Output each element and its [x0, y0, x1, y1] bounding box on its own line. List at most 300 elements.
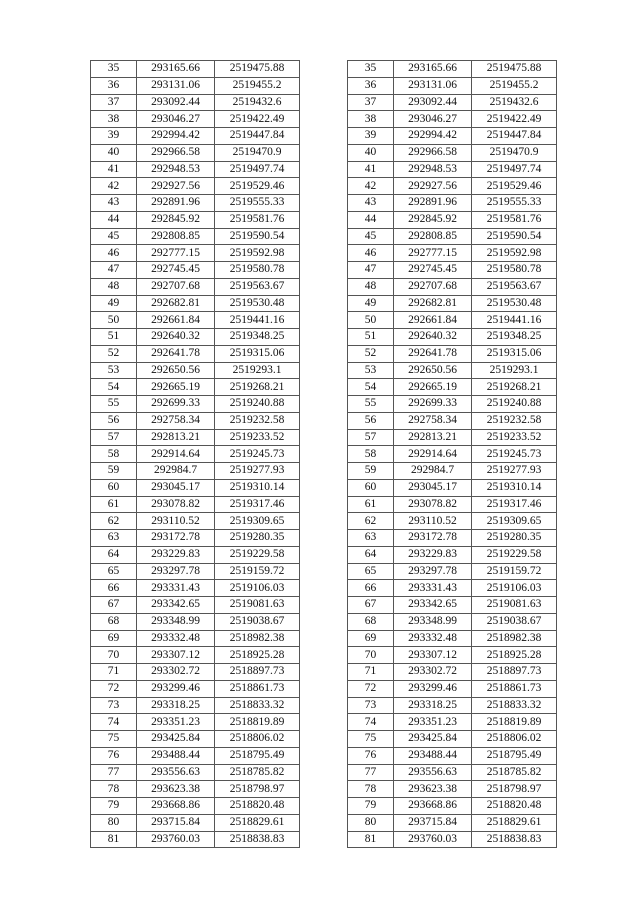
y-coordinate-cell: 2519240.88: [472, 396, 557, 413]
y-coordinate-cell: 2519081.63: [215, 597, 300, 614]
table-row: [91, 613, 300, 630]
y-coordinate-cell: 2519309.65: [472, 513, 557, 530]
x-coordinate-cell: 292845.92: [394, 211, 472, 228]
table-row: [91, 94, 300, 111]
y-coordinate-cell: 2519422.49: [472, 111, 557, 128]
table-row: [91, 312, 300, 329]
y-coordinate-cell: 2519590.54: [215, 228, 300, 245]
x-coordinate-cell: 293342.65: [394, 597, 472, 614]
table-row: [91, 77, 300, 94]
x-coordinate-cell: 292966.58: [137, 144, 215, 161]
table-row: [91, 379, 300, 396]
table-row: [348, 530, 557, 547]
point-number-cell: 48: [91, 278, 137, 295]
x-coordinate-cell: 292640.32: [394, 329, 472, 346]
table-row: [348, 747, 557, 764]
table-row: [348, 345, 557, 362]
y-coordinate-cell: 2519315.06: [472, 345, 557, 362]
table-row: [348, 161, 557, 178]
y-coordinate-cell: 2519159.72: [215, 563, 300, 580]
point-number-cell: 41: [348, 161, 394, 178]
y-coordinate-cell: 2519317.46: [472, 496, 557, 513]
table-row: [91, 429, 300, 446]
x-coordinate-cell: 293332.48: [137, 630, 215, 647]
x-coordinate-cell: 292808.85: [394, 228, 472, 245]
x-coordinate-cell: 293229.83: [137, 546, 215, 563]
point-number-cell: 77: [91, 764, 137, 781]
table-row: [348, 647, 557, 664]
y-coordinate-cell: 2518820.48: [215, 798, 300, 815]
y-coordinate-cell: 2519268.21: [472, 379, 557, 396]
point-number-cell: 46: [91, 245, 137, 262]
table-row: [348, 195, 557, 212]
table-row: [91, 211, 300, 228]
table-row: [91, 144, 300, 161]
point-number-cell: 41: [91, 161, 137, 178]
table-row: [91, 345, 300, 362]
x-coordinate-cell: 293172.78: [137, 530, 215, 547]
x-coordinate-cell: 293668.86: [394, 798, 472, 815]
y-coordinate-cell: 2519280.35: [472, 530, 557, 547]
x-coordinate-cell: 292927.56: [137, 178, 215, 195]
point-number-cell: 80: [348, 814, 394, 831]
point-number-cell: 81: [91, 831, 137, 848]
y-coordinate-cell: 2518819.89: [215, 714, 300, 731]
point-number-cell: 58: [348, 446, 394, 463]
point-number-cell: 38: [91, 111, 137, 128]
x-coordinate-cell: 292682.81: [137, 295, 215, 312]
x-coordinate-cell: 292641.78: [137, 345, 215, 362]
table-row: [348, 613, 557, 630]
y-coordinate-cell: 2518829.61: [472, 814, 557, 831]
point-number-cell: 57: [348, 429, 394, 446]
point-number-cell: 47: [348, 262, 394, 279]
point-number-cell: 37: [348, 94, 394, 111]
point-number-cell: 75: [348, 731, 394, 748]
x-coordinate-cell: 292891.96: [137, 195, 215, 212]
y-coordinate-cell: 2519563.67: [472, 278, 557, 295]
coordinate-table-left: [90, 60, 300, 848]
x-coordinate-cell: 292661.84: [137, 312, 215, 329]
x-coordinate-cell: 293556.63: [137, 764, 215, 781]
point-number-cell: 66: [348, 580, 394, 597]
y-coordinate-cell: 2519470.9: [215, 144, 300, 161]
point-number-cell: 74: [91, 714, 137, 731]
point-number-cell: 77: [348, 764, 394, 781]
x-coordinate-cell: 293623.38: [137, 781, 215, 798]
y-coordinate-cell: 2519580.78: [472, 262, 557, 279]
point-number-cell: 54: [91, 379, 137, 396]
point-number-cell: 79: [91, 798, 137, 815]
y-coordinate-cell: 2518897.73: [215, 664, 300, 681]
point-number-cell: 44: [91, 211, 137, 228]
point-number-cell: 35: [348, 61, 394, 78]
y-coordinate-cell: 2519229.58: [215, 546, 300, 563]
table-row: [348, 630, 557, 647]
table-row: [91, 446, 300, 463]
table-row: [91, 546, 300, 563]
coordinate-table-right: [347, 60, 557, 848]
y-coordinate-cell: 2518925.28: [215, 647, 300, 664]
y-coordinate-cell: 2519081.63: [472, 597, 557, 614]
coordinate-table-left-body: [91, 61, 300, 848]
table-row: [91, 396, 300, 413]
x-coordinate-cell: 292699.33: [394, 396, 472, 413]
y-coordinate-cell: 2519581.76: [215, 211, 300, 228]
point-number-cell: 52: [348, 345, 394, 362]
point-number-cell: 38: [348, 111, 394, 128]
table-row: [91, 161, 300, 178]
y-coordinate-cell: 2519159.72: [472, 563, 557, 580]
y-coordinate-cell: 2519293.1: [215, 362, 300, 379]
table-row: [91, 630, 300, 647]
point-number-cell: 68: [348, 613, 394, 630]
x-coordinate-cell: 293110.52: [137, 513, 215, 530]
y-coordinate-cell: 2519232.58: [472, 412, 557, 429]
x-coordinate-cell: 292994.42: [137, 128, 215, 145]
table-row: [91, 278, 300, 295]
x-coordinate-cell: 292914.64: [137, 446, 215, 463]
y-coordinate-cell: 2518798.97: [215, 781, 300, 798]
table-row: [91, 664, 300, 681]
x-coordinate-cell: 292665.19: [394, 379, 472, 396]
table-row: [348, 546, 557, 563]
point-number-cell: 46: [348, 245, 394, 262]
x-coordinate-cell: 293351.23: [137, 714, 215, 731]
table-row: [91, 764, 300, 781]
table-row: [348, 513, 557, 530]
x-coordinate-cell: 293623.38: [394, 781, 472, 798]
y-coordinate-cell: 2518829.61: [215, 814, 300, 831]
x-coordinate-cell: 293229.83: [394, 546, 472, 563]
point-number-cell: 79: [348, 798, 394, 815]
y-coordinate-cell: 2519447.84: [215, 128, 300, 145]
table-row: [348, 77, 557, 94]
y-coordinate-cell: 2519563.67: [215, 278, 300, 295]
x-coordinate-cell: 292813.21: [394, 429, 472, 446]
table-row: [348, 731, 557, 748]
point-number-cell: 50: [348, 312, 394, 329]
x-coordinate-cell: 292699.33: [137, 396, 215, 413]
point-number-cell: 40: [348, 144, 394, 161]
table-row: [348, 496, 557, 513]
y-coordinate-cell: 2518925.28: [472, 647, 557, 664]
point-number-cell: 70: [348, 647, 394, 664]
y-coordinate-cell: 2519441.16: [472, 312, 557, 329]
x-coordinate-cell: 293332.48: [394, 630, 472, 647]
x-coordinate-cell: 292640.32: [137, 329, 215, 346]
x-coordinate-cell: 293297.78: [137, 563, 215, 580]
x-coordinate-cell: 293302.72: [137, 664, 215, 681]
x-coordinate-cell: 293351.23: [394, 714, 472, 731]
point-number-cell: 67: [91, 597, 137, 614]
y-coordinate-cell: 2518838.83: [215, 831, 300, 848]
point-number-cell: 66: [91, 580, 137, 597]
x-coordinate-cell: 293488.44: [394, 747, 472, 764]
x-coordinate-cell: 293348.99: [137, 613, 215, 630]
x-coordinate-cell: 293556.63: [394, 764, 472, 781]
y-coordinate-cell: 2519475.88: [215, 61, 300, 78]
x-coordinate-cell: 292745.45: [394, 262, 472, 279]
x-coordinate-cell: 292808.85: [137, 228, 215, 245]
point-number-cell: 44: [348, 211, 394, 228]
x-coordinate-cell: 292707.68: [137, 278, 215, 295]
point-number-cell: 71: [91, 664, 137, 681]
x-coordinate-cell: 292914.64: [394, 446, 472, 463]
table-row: [348, 178, 557, 195]
y-coordinate-cell: 2518785.82: [215, 764, 300, 781]
table-row: [91, 798, 300, 815]
x-coordinate-cell: 293046.27: [137, 111, 215, 128]
table-row: [348, 781, 557, 798]
x-coordinate-cell: 292813.21: [137, 429, 215, 446]
y-coordinate-cell: 2519590.54: [472, 228, 557, 245]
y-coordinate-cell: 2519529.46: [472, 178, 557, 195]
table-row: [91, 262, 300, 279]
y-coordinate-cell: 2519245.73: [215, 446, 300, 463]
x-coordinate-cell: 293668.86: [137, 798, 215, 815]
y-coordinate-cell: 2519229.58: [472, 546, 557, 563]
y-coordinate-cell: 2518982.38: [472, 630, 557, 647]
y-coordinate-cell: 2519432.6: [472, 94, 557, 111]
y-coordinate-cell: 2519529.46: [215, 178, 300, 195]
table-row: [91, 597, 300, 614]
x-coordinate-cell: 292665.19: [137, 379, 215, 396]
point-number-cell: 51: [348, 329, 394, 346]
y-coordinate-cell: 2519592.98: [472, 245, 557, 262]
y-coordinate-cell: 2519441.16: [215, 312, 300, 329]
point-number-cell: 67: [348, 597, 394, 614]
point-number-cell: 81: [348, 831, 394, 848]
table-row: [91, 814, 300, 831]
x-coordinate-cell: 293760.03: [394, 831, 472, 848]
point-number-cell: 64: [91, 546, 137, 563]
table-row: [348, 664, 557, 681]
y-coordinate-cell: 2519233.52: [472, 429, 557, 446]
table-row: [91, 195, 300, 212]
point-number-cell: 43: [348, 195, 394, 212]
point-number-cell: 59: [91, 463, 137, 480]
y-coordinate-cell: 2519455.2: [215, 77, 300, 94]
table-row: [348, 580, 557, 597]
table-row: [348, 396, 557, 413]
point-number-cell: 43: [91, 195, 137, 212]
table-row: [348, 329, 557, 346]
point-number-cell: 78: [348, 781, 394, 798]
table-row: [348, 597, 557, 614]
table-row: [348, 798, 557, 815]
table-row: [348, 94, 557, 111]
x-coordinate-cell: 292891.96: [394, 195, 472, 212]
point-number-cell: 47: [91, 262, 137, 279]
point-number-cell: 49: [91, 295, 137, 312]
point-number-cell: 76: [348, 747, 394, 764]
point-number-cell: 80: [91, 814, 137, 831]
y-coordinate-cell: 2518833.32: [472, 697, 557, 714]
table-row: [91, 781, 300, 798]
y-coordinate-cell: 2519432.6: [215, 94, 300, 111]
y-coordinate-cell: 2518819.89: [472, 714, 557, 731]
table-row: [348, 563, 557, 580]
point-number-cell: 49: [348, 295, 394, 312]
x-coordinate-cell: 293165.66: [137, 61, 215, 78]
table-row: [91, 731, 300, 748]
point-number-cell: 55: [91, 396, 137, 413]
table-row: [348, 312, 557, 329]
point-number-cell: 68: [91, 613, 137, 630]
point-number-cell: 71: [348, 664, 394, 681]
point-number-cell: 45: [348, 228, 394, 245]
table-row: [348, 680, 557, 697]
y-coordinate-cell: 2519317.46: [215, 496, 300, 513]
x-coordinate-cell: 293715.84: [394, 814, 472, 831]
y-coordinate-cell: 2519497.74: [472, 161, 557, 178]
y-coordinate-cell: 2518833.32: [215, 697, 300, 714]
table-row: [348, 262, 557, 279]
x-coordinate-cell: 293110.52: [394, 513, 472, 530]
y-coordinate-cell: 2519106.03: [472, 580, 557, 597]
y-coordinate-cell: 2518806.02: [215, 731, 300, 748]
x-coordinate-cell: 293297.78: [394, 563, 472, 580]
y-coordinate-cell: 2519348.25: [215, 329, 300, 346]
point-number-cell: 59: [348, 463, 394, 480]
point-number-cell: 78: [91, 781, 137, 798]
x-coordinate-cell: 292758.34: [137, 412, 215, 429]
table-row: [91, 513, 300, 530]
table-row: [91, 61, 300, 78]
y-coordinate-cell: 2519581.76: [472, 211, 557, 228]
x-coordinate-cell: 292641.78: [394, 345, 472, 362]
table-row: [91, 295, 300, 312]
y-coordinate-cell: 2519470.9: [472, 144, 557, 161]
table-row: [348, 61, 557, 78]
table-row: [348, 764, 557, 781]
y-coordinate-cell: 2519280.35: [215, 530, 300, 547]
x-coordinate-cell: 293092.44: [137, 94, 215, 111]
point-number-cell: 36: [91, 77, 137, 94]
x-coordinate-cell: 293318.25: [394, 697, 472, 714]
x-coordinate-cell: 292994.42: [394, 128, 472, 145]
point-number-cell: 73: [348, 697, 394, 714]
y-coordinate-cell: 2518820.48: [472, 798, 557, 815]
x-coordinate-cell: 293307.12: [394, 647, 472, 664]
point-number-cell: 57: [91, 429, 137, 446]
point-number-cell: 73: [91, 697, 137, 714]
point-number-cell: 39: [91, 128, 137, 145]
table-row: [348, 429, 557, 446]
table-row: [348, 245, 557, 262]
x-coordinate-cell: 293331.43: [137, 580, 215, 597]
table-row: [348, 211, 557, 228]
point-number-cell: 48: [348, 278, 394, 295]
point-number-cell: 40: [91, 144, 137, 161]
table-row: [91, 831, 300, 848]
point-number-cell: 37: [91, 94, 137, 111]
y-coordinate-cell: 2518982.38: [215, 630, 300, 647]
table-row: [348, 697, 557, 714]
x-coordinate-cell: 293307.12: [137, 647, 215, 664]
y-coordinate-cell: 2519555.33: [472, 195, 557, 212]
x-coordinate-cell: 293131.06: [394, 77, 472, 94]
point-number-cell: 62: [348, 513, 394, 530]
y-coordinate-cell: 2518838.83: [472, 831, 557, 848]
x-coordinate-cell: 293078.82: [137, 496, 215, 513]
point-number-cell: 45: [91, 228, 137, 245]
x-coordinate-cell: 293425.84: [137, 731, 215, 748]
y-coordinate-cell: 2519240.88: [215, 396, 300, 413]
table-row: [348, 228, 557, 245]
y-coordinate-cell: 2519422.49: [215, 111, 300, 128]
table-row: [348, 446, 557, 463]
table-row: [91, 530, 300, 547]
y-coordinate-cell: 2519310.14: [215, 479, 300, 496]
x-coordinate-cell: 293045.17: [137, 479, 215, 496]
y-coordinate-cell: 2519277.93: [215, 463, 300, 480]
point-number-cell: 62: [91, 513, 137, 530]
y-coordinate-cell: 2518861.73: [215, 680, 300, 697]
point-number-cell: 74: [348, 714, 394, 731]
table-row: [348, 295, 557, 312]
y-coordinate-cell: 2519293.1: [472, 362, 557, 379]
y-coordinate-cell: 2519530.48: [215, 295, 300, 312]
y-coordinate-cell: 2519555.33: [215, 195, 300, 212]
table-row: [91, 111, 300, 128]
x-coordinate-cell: 292661.84: [394, 312, 472, 329]
y-coordinate-cell: 2519447.84: [472, 128, 557, 145]
point-number-cell: 58: [91, 446, 137, 463]
x-coordinate-cell: 293092.44: [394, 94, 472, 111]
y-coordinate-cell: 2518795.49: [472, 747, 557, 764]
table-row: [91, 496, 300, 513]
x-coordinate-cell: 292682.81: [394, 295, 472, 312]
x-coordinate-cell: 293488.44: [137, 747, 215, 764]
table-row: [91, 463, 300, 480]
x-coordinate-cell: 293715.84: [137, 814, 215, 831]
table-row: [91, 580, 300, 597]
x-coordinate-cell: 293299.46: [137, 680, 215, 697]
x-coordinate-cell: 292745.45: [137, 262, 215, 279]
x-coordinate-cell: 292966.58: [394, 144, 472, 161]
y-coordinate-cell: 2518861.73: [472, 680, 557, 697]
x-coordinate-cell: 293046.27: [394, 111, 472, 128]
point-number-cell: 52: [91, 345, 137, 362]
point-number-cell: 64: [348, 546, 394, 563]
x-coordinate-cell: 292650.56: [137, 362, 215, 379]
point-number-cell: 69: [348, 630, 394, 647]
y-coordinate-cell: 2519233.52: [215, 429, 300, 446]
point-number-cell: 53: [348, 362, 394, 379]
point-number-cell: 61: [91, 496, 137, 513]
y-coordinate-cell: 2519580.78: [215, 262, 300, 279]
x-coordinate-cell: 292845.92: [137, 211, 215, 228]
point-number-cell: 63: [348, 530, 394, 547]
point-number-cell: 70: [91, 647, 137, 664]
y-coordinate-cell: 2518897.73: [472, 664, 557, 681]
table-row: [348, 831, 557, 848]
y-coordinate-cell: 2519455.2: [472, 77, 557, 94]
y-coordinate-cell: 2519310.14: [472, 479, 557, 496]
point-number-cell: 65: [348, 563, 394, 580]
y-coordinate-cell: 2519038.67: [472, 613, 557, 630]
y-coordinate-cell: 2519268.21: [215, 379, 300, 396]
x-coordinate-cell: 292927.56: [394, 178, 472, 195]
x-coordinate-cell: 292650.56: [394, 362, 472, 379]
point-number-cell: 65: [91, 563, 137, 580]
x-coordinate-cell: 292707.68: [394, 278, 472, 295]
y-coordinate-cell: 2519106.03: [215, 580, 300, 597]
table-row: [348, 362, 557, 379]
table-row: [91, 697, 300, 714]
